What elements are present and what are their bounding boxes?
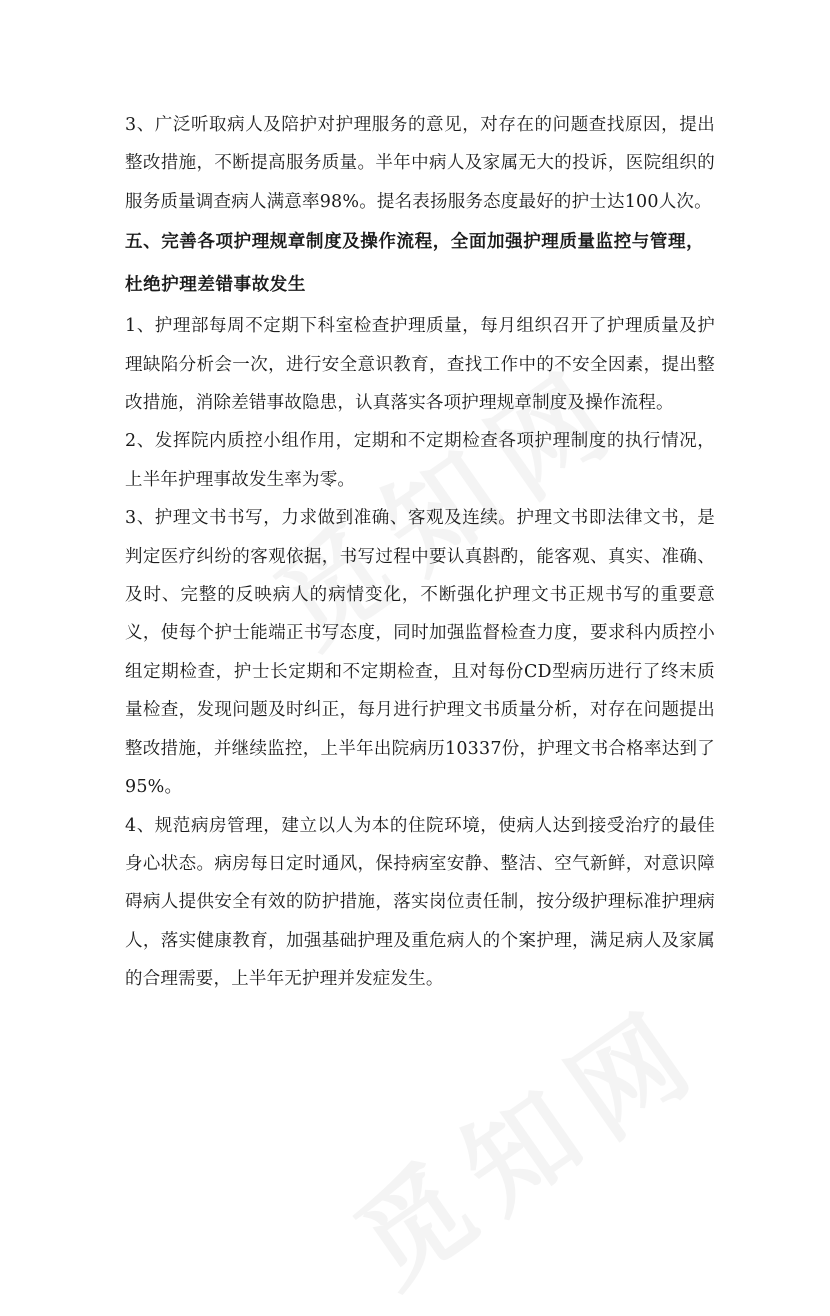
paragraph-item1-inspection: 1、护理部每周不定期下科室检查护理质量，每月组织召开了护理质量及护理缺陷分析会一次，进行安全意识教育，查找工作中的不安全因素，提出整改措施，消除差错事故隐患，认真落实各项护理规章制度及操作流程。 xyxy=(125,316,715,414)
paragraph-item3-documents: 3、护理文书书写，力求做到准确、客观及连续。护理文书即法律文书，是判定医疗纠纷的客观依据，书写过程中要认真斟酌，能客观、真实、准确、及时、完整的反映病人的病情变化，不断强化护理文书正规书写的重要意义，使每个护士能端正书写态度，同时加强监督检查力度，要求科内质控小组定期检查，护士长定期和不定期检查，且对每份CD型病历进行了终末质量检查，发现问题及时纠正，每月进行护理文书质量分析，对存在问题提出整改措施，并继续监控，上半年出院病历10337份，护理文书合格率达到了95%。 xyxy=(125,508,715,798)
paragraph-item4-ward: 4、规范病房管理，建立以人为本的住院环境，使病人达到接受治疗的最佳身心状态。病房每日定时通风，保持病室安静、整洁、空气新鲜，对意识障碍病人提供安全有效的防护措施，落实岗位责任制，按分级护理标准护理病人，落实健康教育，加强基础护理及重危病人的个案护理，满足病人及家属的合理需要，上半年无护理并发症发生。 xyxy=(125,815,715,990)
watermark xyxy=(320,962,730,1315)
section-heading-5: 五、完善各项护理规章制度及操作流程，全面加强护理质量监控与管理，杜绝护理差错事故发生 xyxy=(125,232,705,296)
paragraph-item3-feedback: 3、广泛听取病人及陪护对护理服务的意见，对存在的问题查找原因，提出整改措施，不断提高服务质量。半年中病人及家属无大的投诉，医院组织的服务质量调查病人满意率98%。提名表扬服务态度最好的护士达100人次。 xyxy=(125,115,715,212)
document-body xyxy=(125,106,715,999)
paragraph-item2-qc-group: 2、发挥院内质控小组作用，定期和不定期检查各项护理制度的执行情况，上半年护理事故发生率为零。 xyxy=(125,431,715,490)
